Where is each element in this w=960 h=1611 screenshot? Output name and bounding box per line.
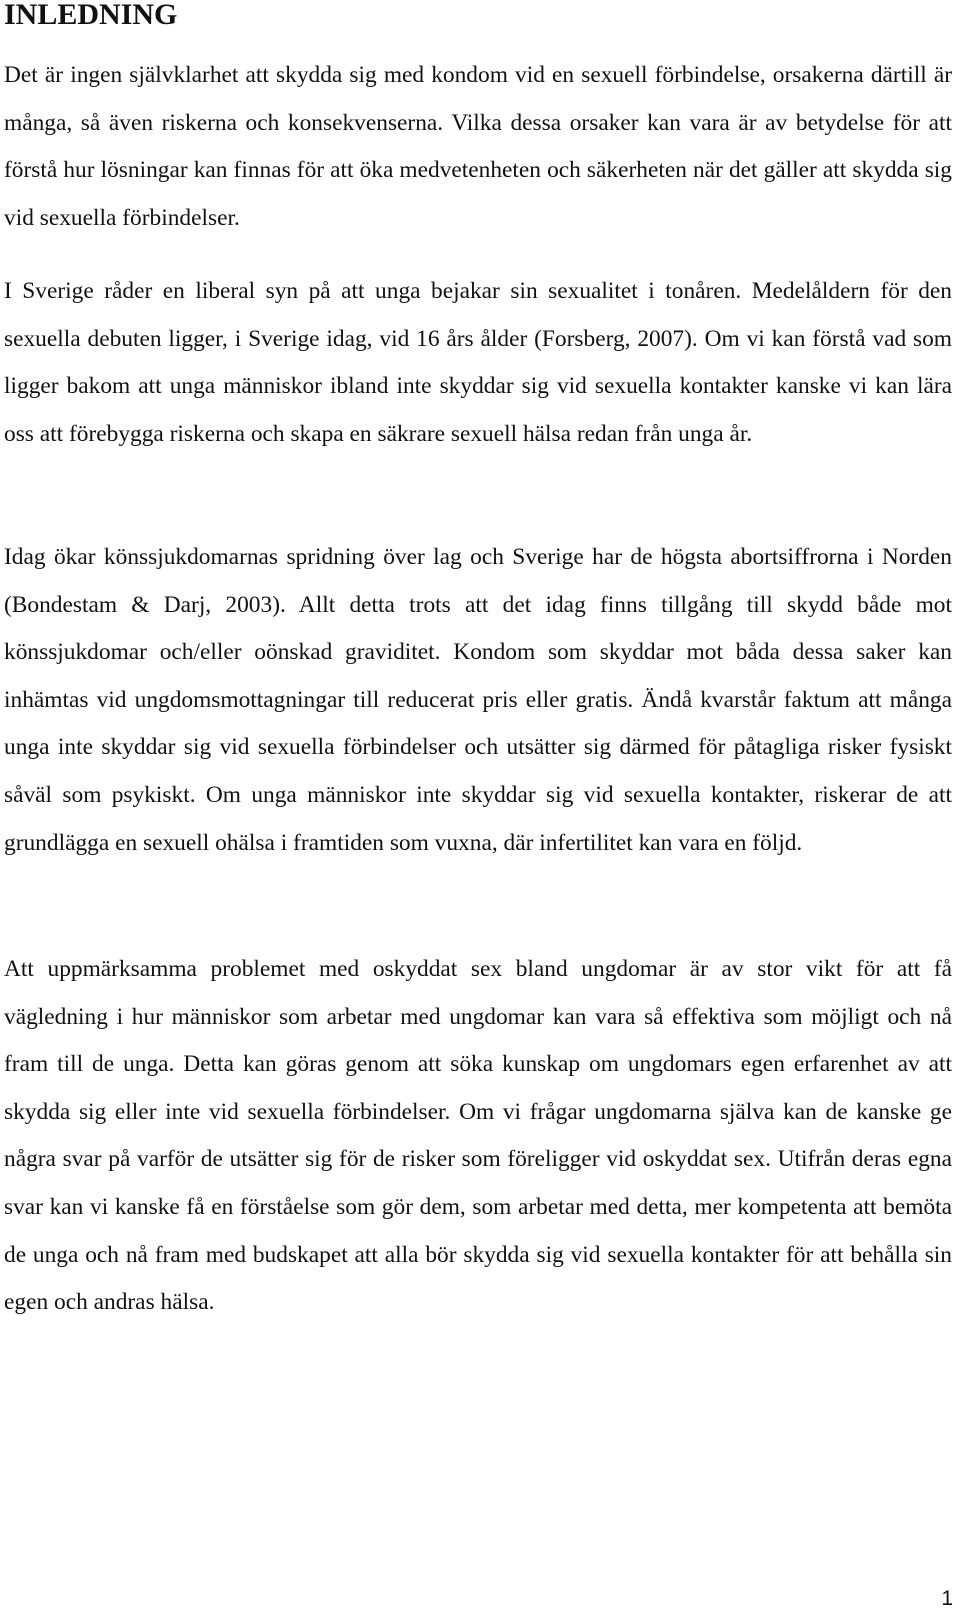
paragraph-3: Idag ökar könssjukdomarnas spridning över lag och Sverige har de högsta abortsiffrorna i Norden (Bondestam & Darj, 2003). Allt detta trots att det idag finns tillgång till skydd både mot könssjukdomar och/eller oönskad graviditet. Kondom som skyddar mot båda dessa saker kan inhämtas vid ungdomsmottagningar till reducerat pris eller gratis. Ändå kvarstår faktum att många unga inte skyddar sig vid sexuella förbindelser och utsätter sig därmed för påtagliga risker fysiskt såväl som psykiskt. Om unga människor inte skyddar sig vid sexuella kontakter, riskerar de att grundlägga en sexuell ohälsa i framtiden som vuxna, där infertilitet kan vara en följd.	[4, 544, 952, 856]
page-number: 1	[941, 1587, 953, 1610]
paragraph-4: Att uppmärksamma problemet med oskyddat sex bland ungdomar är av stor vikt för att få vägledning i hur människor som arbetar med ungdomar kan vara så effektiva som möjligt och nå fram till de unga. Detta kan göras genom att söka kunskap om ungdomars egen erfarenhet av att skydda sig eller inte vid sexuella förbindelser. Om vi frågar ungdomarna själva kan de kanske ge några svar på varför de utsätter sig för de risker som föreligger vid oskyddat sex. Utifrån deras egna svar kan vi kanske få en förståelse som gör dem, som arbetar med detta, mer kompetenta att bemöta de unga och nå fram med budskapet att alla bör skydda sig vid sexuella kontakter för att behålla sin egen och andras hälsa.	[4, 956, 952, 1316]
paragraph-2: I Sverige råder en liberal syn på att unga bejakar sin sexualitet i tonåren. Medelåldern för den sexuella debuten ligger, i Sverige idag, vid 16 års ålder (Forsberg, 2007). Om vi kan förstå vad som ligger bakom att unga människor ibland inte skyddar sig vid sexuella kontakter kanske vi kan lära oss att förebygga riskerna och skapa en säkrare sexuell hälsa redan från unga år.	[4, 278, 952, 447]
paragraph-1: Det är ingen självklarhet att skydda sig med kondom vid en sexuell förbindelse, orsakerna därtill är många, så även riskerna och konsekvenserna. Vilka dessa orsaker kan vara är av betydelse för att förstå hur lösningar kan finnas för att öka medvetenheten och säkerheten när det gäller att skydda sig vid sexuella förbindelser.	[4, 62, 952, 231]
section-heading: INLEDNING	[4, 0, 178, 31]
